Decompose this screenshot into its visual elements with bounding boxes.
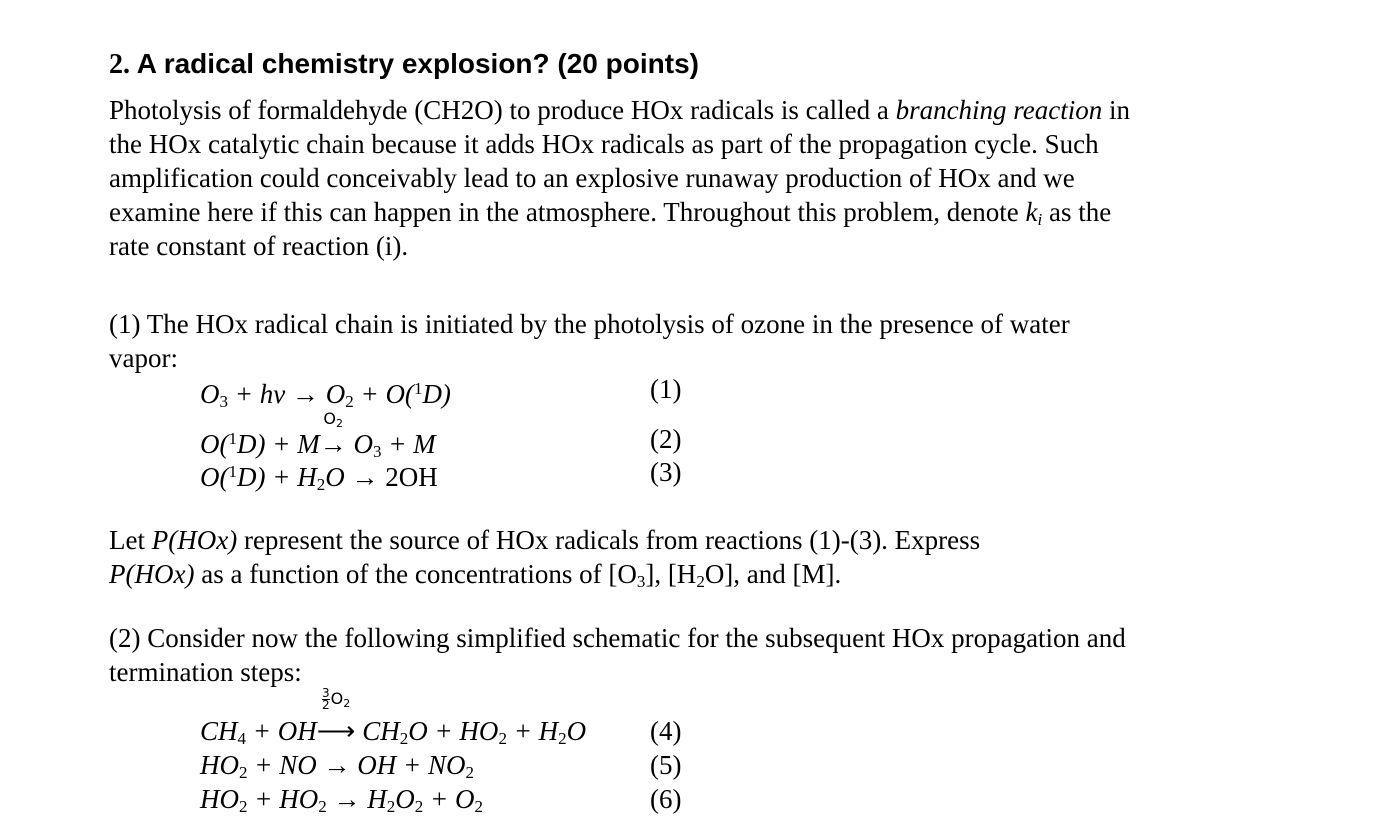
superscript: 1 [228,462,237,481]
reaction-arrow-with-label [316,686,356,748]
intro-text: Photolysis of formaldehyde (CH2O) to produce HOx radicals is called a [109,95,896,125]
reaction-arrow: → [319,429,347,459]
superscript: 1 [228,429,237,448]
species: O( [200,462,229,492]
reaction-2 [200,409,682,461]
species: O( [200,429,229,459]
let-line-1 [109,523,980,557]
label-text: O [330,689,344,708]
species: 2OH [378,462,438,492]
reaction-5 [200,748,682,782]
subscript: 2 [399,729,409,748]
let-text: represent the source of HOx radicals from reactions (1)-(3). Express [237,525,981,555]
subscript: 3 [636,572,646,591]
branching-reaction-term: branching reaction [895,95,1103,125]
reaction-number-1: (1) [650,374,682,404]
species: D) + M [237,429,320,459]
arrow-label [323,411,343,432]
species: H [360,784,387,814]
subscript: 2 [345,392,354,411]
species: D) + H [237,462,317,492]
species: O [346,429,373,459]
subscript: 2 [386,797,396,816]
subscript: 3 [219,392,228,411]
reaction-number-6: (6) [650,784,682,814]
species: + hv [228,379,292,409]
reaction-number-2: (2) [650,424,682,454]
species: D) [422,379,451,409]
species: OH + NO [350,750,466,780]
reaction-number-5: (5) [650,750,682,780]
part2-line-1: (2) Consider now the following simplified schematic for the subsequent HOx propagation and [109,623,1126,653]
intro-line-2: the HOx catalytic chain because it adds HOx radicals as part of the propagation cycle. Such [109,129,1099,159]
subscript: 2 [316,475,326,494]
species: O [395,784,415,814]
species: O [325,462,352,492]
rate-constant-subscript: i [1037,210,1043,229]
subscript: 2 [465,763,474,782]
species: HO [200,750,239,780]
species: + O [423,784,475,814]
problem-title: A radical chemistry explosion? (20 points) [136,48,699,79]
reaction-3 [200,455,682,494]
species: O + HO [408,716,499,746]
species: CH [355,716,400,746]
part1-line-1: (1) The HOx radical chain is initiated by the photolysis of ozone in the presence of water [109,309,1070,339]
reaction-6 [200,782,682,816]
species: + OH [246,716,317,746]
reaction-number-4: (4) [650,716,682,746]
species: + O( [353,379,414,409]
species: + M [381,429,436,459]
species: CH [200,716,238,746]
subscript: 2 [239,763,248,782]
subscript: 2 [239,797,248,816]
species: HO [200,784,239,814]
subscript: 2 [318,797,327,816]
intro-text: as the [1042,197,1112,227]
reaction-arrow: ⟶ [316,716,356,746]
subscript: 2 [414,797,424,816]
part1-line-2: vapor: [109,343,178,373]
reaction-arrow: → [333,784,361,814]
subscript: 2 [498,729,507,748]
subscript: 4 [237,729,247,748]
label-text: O [323,409,336,428]
species: O [200,379,220,409]
let-text: as a function of the concentrations of [O [194,559,637,589]
subscript: 3 [372,442,382,461]
reaction-1 [200,372,682,411]
part2-line-2: termination steps: [109,657,302,687]
label-subscript: 2 [343,697,351,710]
let-text: Let [109,525,152,555]
intro-line-5: rate constant of reaction (i). [109,231,409,261]
species: + HO [247,784,319,814]
arrow-label [322,688,350,712]
species: + NO [247,750,324,780]
intro-text: examine here if this can happen in the atmosphere. Throughout this problem, denote [109,197,1026,227]
reaction-arrow: → [323,750,351,780]
reaction-arrow: → [351,462,379,492]
subscript: 2 [474,797,483,816]
let-text: O], and [M]. [704,559,842,589]
species: O [318,379,346,409]
reaction-arrow: → [291,379,319,409]
let-line-2 [109,557,841,599]
fraction [322,688,330,711]
intro-text: in [1102,95,1131,125]
let-text: ], [H [645,559,697,589]
intro-line-1 [109,93,1130,127]
rate-constant-symbol: k [1025,197,1038,227]
species: + H [506,716,559,746]
problem-heading [109,48,699,81]
phox-symbol: P(HOx) [109,559,195,589]
superscript: 1 [413,379,423,398]
species: O [566,716,587,746]
fraction-numerator: 3 [321,686,330,700]
subscript: 2 [558,729,567,748]
label-subscript: 2 [336,417,343,430]
fraction-denominator: 2 [321,698,330,712]
subscript: 2 [696,572,705,591]
intro-line-3: amplification could conceivably lead to an explosive runaway production of HOx and we [109,163,1075,193]
reaction-4 [200,686,682,748]
reaction-number-3: (3) [650,457,682,487]
problem-number: 2. [109,49,130,80]
phox-symbol: P(HOx) [151,525,238,555]
